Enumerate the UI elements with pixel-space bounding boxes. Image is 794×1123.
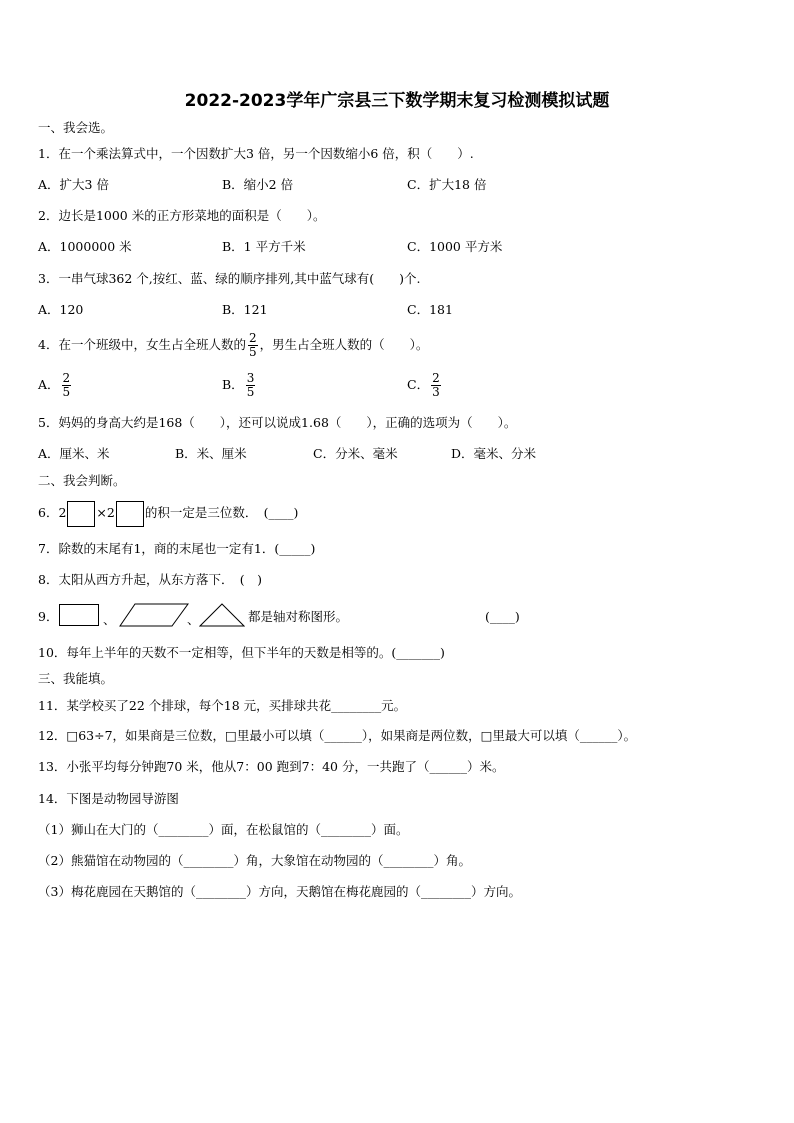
question-4-stem-pre: 4．在一个班级中，女生占全班人数的 <box>38 337 246 352</box>
option-label: A． <box>38 377 60 392</box>
question-11: 11．某学校买了22 个排球，每个18 元，买排球共花________元。 <box>38 698 407 713</box>
fraction-numerator: 2 <box>62 371 71 385</box>
question-5-option-c: C．分米、毫米 <box>313 446 398 461</box>
question-8: 8．太阳从西方升起，从东方落下． ( ) <box>38 572 262 587</box>
question-4-stem-fraction <box>248 332 258 359</box>
question-14-stem: 14．下图是动物园导游图 <box>38 791 179 806</box>
question-1-option-b: B．缩小2 倍 <box>222 177 294 192</box>
question-5-option-d: D．毫米、分米 <box>451 446 537 461</box>
question-4-stem-post: ，男生占全班人数的（ ）。 <box>259 337 429 352</box>
question-13: 13．小张平均每分钟跑70 米，他从7：00 跑到7：40 分，一共跑了（______）米。 <box>38 759 505 774</box>
question-12: 12．□63÷7，如果商是三位数，□里最小可以填（______），如果商是两位数，□里最大可以填（______）。 <box>38 728 637 743</box>
option-fraction <box>431 372 441 399</box>
question-3-option-a: A．120 <box>38 302 84 317</box>
question-6-post: 的积一定是三位数． (____) <box>144 505 299 520</box>
question-5-option-a: A．厘米、米 <box>38 446 110 461</box>
triangle-shape <box>199 603 245 627</box>
question-6 <box>38 499 298 527</box>
question-3-option-c: C．181 <box>407 302 453 317</box>
question-4-option-b <box>222 370 257 400</box>
question-1-option-c: C．扩大18 倍 <box>407 177 487 192</box>
fraction-numerator: 2 <box>248 331 257 345</box>
fraction-numerator: 2 <box>432 371 440 385</box>
blank-box <box>67 501 95 527</box>
section-heading-2: 二、我会判断。 <box>38 473 126 488</box>
question-4-stem <box>38 330 428 360</box>
question-4-option-a <box>38 370 73 400</box>
rectangle-shape <box>59 604 99 626</box>
question-1-option-a: A．扩大3 倍 <box>38 177 109 192</box>
fraction-denominator: 5 <box>246 385 255 399</box>
question-9-number: 9． <box>38 609 59 624</box>
question-14-part-1: （1）狮山在大门的（________）面，在松鼠馆的（________）面。 <box>38 822 409 837</box>
section-heading-1: 一、我会选。 <box>38 120 114 135</box>
question-4-option-c <box>407 370 443 400</box>
question-6-mid: ×2 <box>96 505 115 520</box>
question-14-part-2: （2）熊猫馆在动物园的（________）角，大象馆在动物园的（________）角。 <box>38 853 471 868</box>
option-label: B． <box>222 377 244 392</box>
question-9-text: 都是轴对称图形。 <box>248 609 349 624</box>
section-heading-3: 三、我能填。 <box>38 671 114 686</box>
page-title: 2022-2023学年广宗县三下数学期末复习检测模拟试题 <box>184 91 610 111</box>
question-2-stem: 2．边长是1000 米的正方形菜地的面积是（ ）。 <box>38 208 326 223</box>
question-7: 7．除数的末尾有1，商的末尾也一定有1．(_____) <box>38 541 316 556</box>
question-10: 10．每年上半年的天数不一定相等，但下半年的天数是相等的。(_______) <box>38 645 445 660</box>
question-5-option-b: B．米、厘米 <box>175 446 247 461</box>
option-label: C． <box>407 377 430 392</box>
question-14-part-3: （3）梅花鹿园在天鹅馆的（________）方向，天鹅馆在梅花鹿园的（________）方向。 <box>38 884 521 899</box>
option-fraction <box>62 372 72 399</box>
question-6-pre: 6．2 <box>38 505 67 520</box>
question-9-separator: 、 <box>103 612 116 627</box>
fraction-denominator: 3 <box>432 385 440 399</box>
question-2-option-a: A．1000000 米 <box>38 239 132 254</box>
question-3-stem: 3．一串气球362 个,按红、蓝、绿的顺序排列,其中蓝气球有( )个. <box>38 271 421 286</box>
question-3-option-b: B．121 <box>222 302 268 317</box>
option-fraction <box>246 372 256 399</box>
parallelogram-shape <box>119 603 189 627</box>
question-5-stem: 5．妈妈的身高大约是168（ ），还可以说成1.68（ ），正确的选项为（ ）。 <box>38 415 517 430</box>
blank-box <box>116 501 144 527</box>
fraction-numerator: 3 <box>246 371 255 385</box>
question-9-answer-blank: (____) <box>485 609 520 624</box>
fraction-denominator: 5 <box>62 385 71 399</box>
question-2-option-b: B．1 平方千米 <box>222 239 306 254</box>
question-2-option-c: C．1000 平方米 <box>407 239 503 254</box>
question-9-separator: 、 <box>187 612 200 627</box>
question-1-stem: 1．在一个乘法算式中，一个因数扩大3 倍，另一个因数缩小6 倍，积（ ）. <box>38 146 474 161</box>
fraction-denominator: 5 <box>248 345 257 359</box>
